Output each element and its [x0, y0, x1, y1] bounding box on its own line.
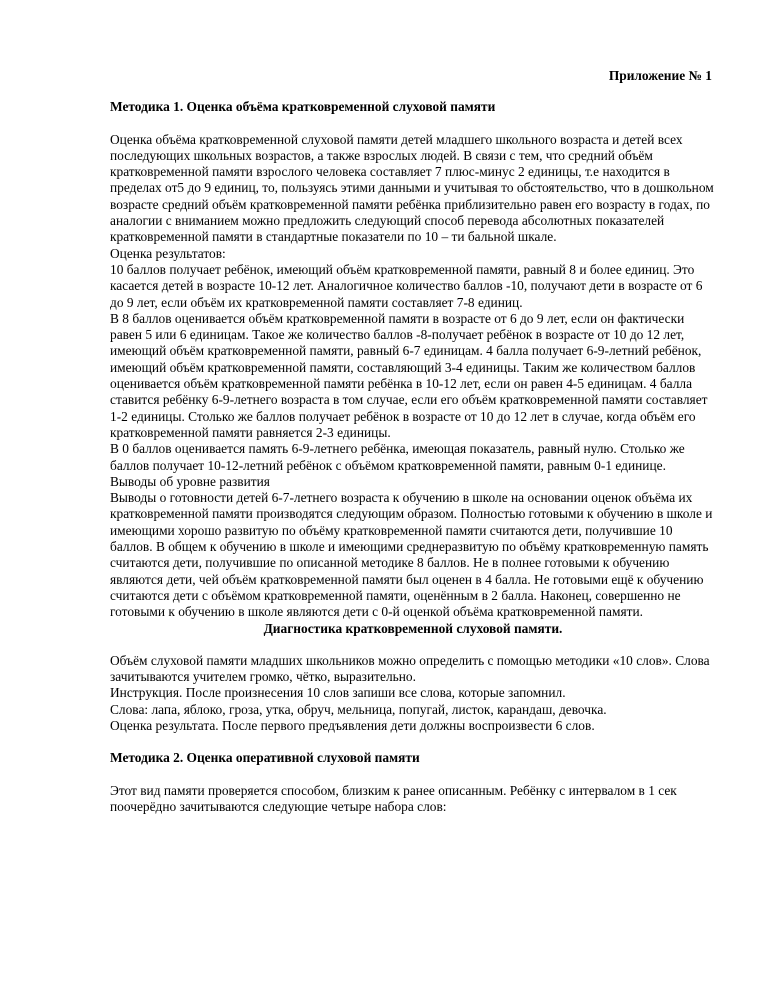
- document-page: [110, 68, 716, 815]
- spacer: [110, 637, 716, 653]
- method1-intro-paragraph: Оценка объёма кратковременной слуховой памяти детей младшего школьного возраста и детей всех последующих школьных возрастов, а также взрослых людей. В связи с тем, что средний объём кратковременной памяти взрослого человека составляет 7 плюс-минус 2 единицы, т.е находится в пределах от5 до 9 единиц, то, пользуясь этими данными и учитывая то обстоятельство, что в дошкольном возрасте средний объём кратковременной памяти ребёнка приблизительно равен его возрасту в годах, по аналогии с вниманием можно предложить следующий способ перевода абсолютных показателей кратковременной памяти в стандартные показатели по 10 – ти бальной шкале.: [110, 131, 714, 245]
- spacer: [110, 734, 716, 750]
- method2-title: Методика 2. Оценка оперативной слуховой памяти: [110, 750, 420, 766]
- diagnostics-title: Диагностика кратковременной слуховой памяти.: [263, 620, 563, 636]
- spacer: [110, 767, 716, 783]
- score-8-4-paragraph: В 8 баллов оценивается объём кратковременной памяти в возрасте от 6 до 9 лет, если он фактически равен 5 или 6 единицам. Такое же количество баллов -8-получает ребёнок в возрасте от 10 до 12 лет, имеющий объём кратковременной памяти, равный 6-7 единицам. 4 балла получает 6-9-летний ребёнок, имеющий объём кратковременной памяти, составляющий 3-4 единицы. Таким же количеством баллов оценивается объём кратковременной памяти ребёнка в 10-12 лет, если он равен 4-5 единицам. 4 балла ставится ребёнку 6-9-летнего возраста в том случае, если его объём кратковременной памяти составляет 1-2 единицы. Столько же баллов получает ребёнок в возрасте от 10 до 12 лет в случае, когда объём его кратковременной памяти равняется 2-3 единицы.: [110, 310, 708, 440]
- result-evaluation-paragraph: Оценка результата. После первого предъявления дети должны воспроизвести 6 слов.: [110, 717, 595, 733]
- appendix-label: Приложение № 1: [608, 68, 712, 83]
- conclusions-paragraph: Выводы о готовности детей 6-7-летнего возраста к обучению в школе на основании оценок объёма их кратковременной памяти производятся следующим образом. Полностью готовыми к обучению в школе и имеющими хорошо развитую по объёму кратковременной памяти считаются дети, получившие 10 баллов. В общем к обучению в школе и имеющими среднеразвитую по объёму кратковременную память считаются дети, получившие по описанной методике 8 баллов. Не в полнее готовыми к обучению являются дети, чей объём кратковременной памяти был оценен в 4 балла. Не готовыми ещё к обучению считаются дети с объёмом кратковременной памяти, оценённым в 2 балла. Наконец, совершенно не готовыми к обучению в школе являются дети с 0-й оценкой объёма кратковременной памяти.: [110, 490, 713, 620]
- conclusions-label: Выводы об уровне развития: [110, 473, 270, 489]
- method1-title: Методика 1. Оценка объёма кратковременной слуховой памяти: [110, 99, 496, 115]
- words-list-paragraph: Слова: лапа, яблоко, гроза, утка, обруч, мельница, попугай, листок, карандаш, девочка.: [110, 701, 607, 717]
- diagnostics-intro-paragraph: Объём слуховой памяти младших школьников можно определить с помощью методики «10 слов». Слова зачитываются учителем громко, чётко, выразительно.: [110, 652, 710, 685]
- results-label: Оценка результатов:: [110, 245, 226, 261]
- score-0-paragraph: В 0 баллов оценивается память 6-9-летнего ребёнка, имеющая показатель, равный нулю. Столько же баллов получает 10-12-летний ребёнок с объёмом кратковременной памяти, равным 0-1 единице.: [110, 441, 685, 473]
- score-10-paragraph: 10 баллов получает ребёнок, имеющий объём кратковременной памяти, равный 8 и более единиц. Это касается детей в возрасте 10-12 лет. Аналогичное количество баллов -10, получают дети в возрасте от 6 до 9 лет, если объём их кратковременной памяти составляет 7-8 единиц.: [110, 261, 703, 310]
- spacer: [110, 116, 716, 132]
- method2-intro-paragraph: Этот вид памяти проверяется способом, близким к ранее описанным. Ребёнку с интервалом в 1 сек поочерёдно зачитываются следующие четыре набора слов:: [110, 782, 677, 814]
- instruction-paragraph: Инструкция. После произнесения 10 слов запиши все слова, которые запомнил.: [110, 685, 566, 701]
